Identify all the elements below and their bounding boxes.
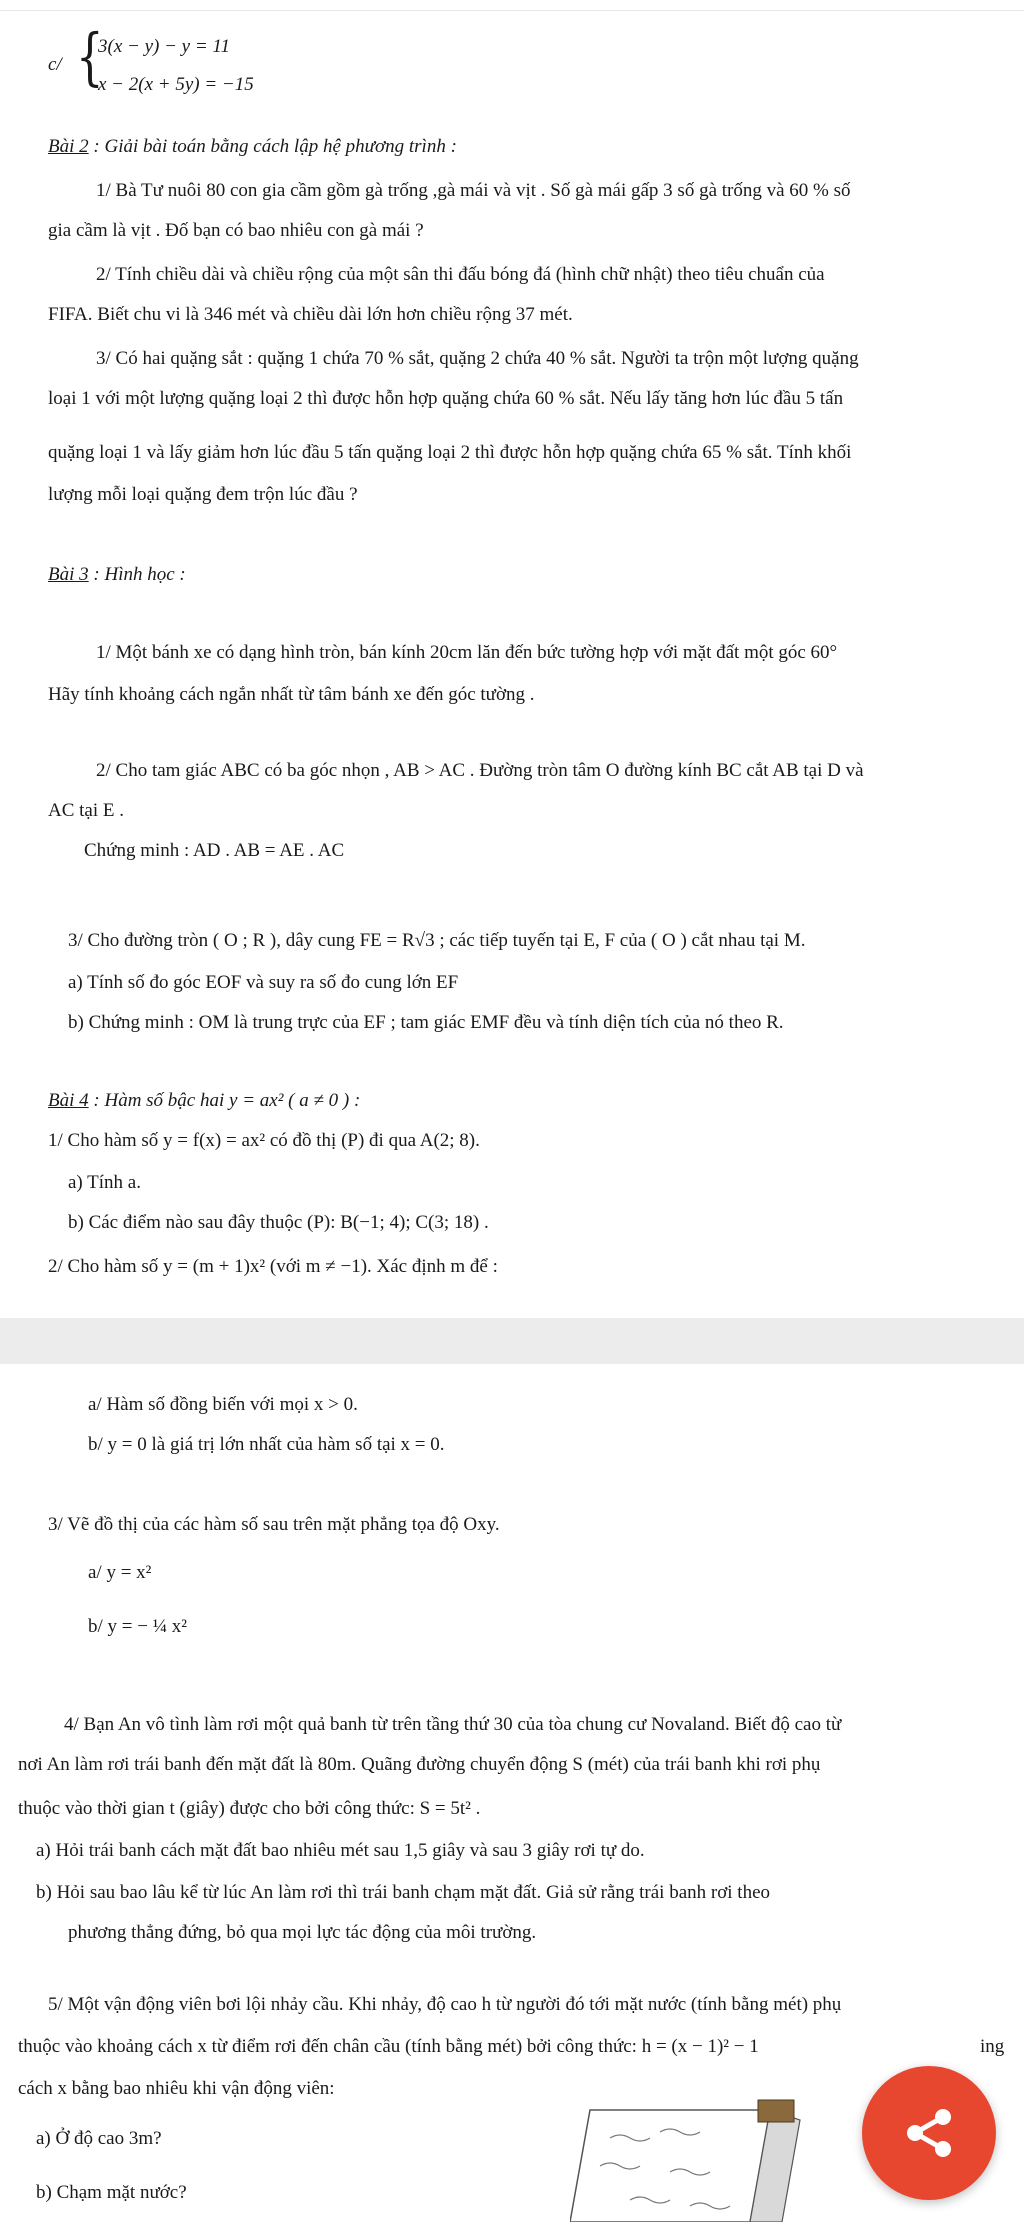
bai4-line: a) Tính a.	[68, 1172, 141, 1193]
bai4-line: phương thẳng đứng, bỏ qua mọi lực tác động của môi trường.	[68, 1922, 537, 1943]
diving-board-illustration	[570, 2080, 830, 2222]
bai3-line: a) Tính số đo góc EOF và suy ra số đo cung lớn EF	[68, 972, 459, 993]
bai3-line: AC tại E .	[48, 800, 124, 821]
bai2-line: 1/ Bà Tư nuôi 80 con gia cầm gồm gà trống ,gà mái và vịt . Số gà mái gấp 3 số gà trống và 60 % số	[96, 180, 851, 201]
bai3-line: 3/ Cho đường tròn ( O ; R ), dây cung FE = R√3 ; các tiếp tuyến tại E, F của ( O ) cắt nhau tại M.	[68, 930, 806, 951]
bai4-line: a) Ở độ cao 3m?	[36, 2128, 162, 2149]
bai4-title-prefix: Bài 4	[48, 1090, 89, 1111]
bai4-line: b/ y = − ¼ x²	[88, 1616, 187, 1637]
share-button[interactable]	[862, 2066, 996, 2200]
bai4-line: thuộc vào thời gian t (giây) được cho bởi công thức: S = 5t² .	[18, 1798, 481, 1819]
page-gap-band	[0, 1318, 1024, 1364]
bai4-line: a/ y = x²	[88, 1562, 152, 1583]
top-divider	[0, 10, 1024, 11]
bai2-line: loại 1 với một lượng quặng loại 2 thì được hỗn hợp quặng chứa 60 % sắt. Nếu lấy tăng hơn lúc đầu 5 tấn	[48, 388, 844, 409]
bai4-line: cách x bằng bao nhiêu khi vận động viên:	[18, 2078, 335, 2099]
bai4-line: 1/ Cho hàm số y = f(x) = ax² có đồ thị (P) đi qua A(2; 8).	[48, 1130, 480, 1151]
bai4-line: b/ y = 0 là giá trị lớn nhất của hàm số tại x = 0.	[88, 1434, 445, 1455]
system-equation-1: 3(x − y) − y = 11	[98, 36, 231, 57]
bai3-title-prefix: Bài 3	[48, 564, 89, 585]
bai4-line: b) Hỏi sau bao lâu kể từ lúc An làm rơi thì trái banh chạm mặt đất. Giả sử rằng trái banh rơi theo	[36, 1882, 770, 1903]
bai4-line: a) Hỏi trái banh cách mặt đất bao nhiêu mét sau 1,5 giây và sau 3 giây rơi tự do.	[36, 1840, 645, 1861]
bai4-line: b) Các điểm nào sau đây thuộc (P): B(−1; 4); C(3; 18) .	[68, 1212, 489, 1233]
bai2-line: gia cầm là vịt . Đố bạn có bao nhiêu con gà mái ?	[48, 220, 424, 241]
bai2-title-prefix: Bài 2	[48, 136, 89, 157]
bai4-line: 2/ Cho hàm số y = (m + 1)x² (với m ≠ −1). Xác định m để :	[48, 1256, 498, 1277]
bai3-line: 2/ Cho tam giác ABC có ba góc nhọn , AB > AC . Đường tròn tâm O đường kính BC cắt AB tại D và	[96, 760, 864, 781]
bai3-line: Chứng minh : AD . AB = AE . AC	[84, 840, 345, 861]
bai3-line: b) Chứng minh : OM là trung trực của EF ; tam giác EMF đều và tính diện tích của nó theo R.	[68, 1012, 784, 1033]
bai4-line: 5/ Một vận động viên bơi lội nhảy cầu. Khi nhảy, độ cao h từ người đó tới mặt nước (tính bằng mét) phụ	[48, 1994, 842, 2015]
bai4-line: thuộc vào khoảng cách x từ điểm rơi đến chân cầu (tính bằng mét) bởi công thức: h = (x − 1)² − 1	[18, 2036, 759, 2057]
bai2-line: FIFA. Biết chu vi là 346 mét và chiều dài lớn hơn chiều rộng 37 mét.	[48, 304, 573, 325]
bai4-line: b) Chạm mặt nước?	[36, 2182, 187, 2203]
bai2-line: 3/ Có hai quặng sắt : quặng 1 chứa 70 % sắt, quặng 2 chứa 40 % sắt. Người ta trộn một lượng quặng	[96, 348, 859, 369]
bai3-heading	[48, 562, 186, 588]
system-equation-2: x − 2(x + 5y) = −15	[98, 74, 254, 95]
bai4-line: a/ Hàm số đồng biến với mọi x > 0.	[88, 1394, 358, 1415]
bai2-line: quặng loại 1 và lấy giảm hơn lúc đầu 5 tấn quặng loại 2 thì được hỗn hợp quặng chứa 65 % sắt. Tính khối	[48, 442, 852, 463]
bai4-line: 3/ Vẽ đồ thị của các hàm số sau trên mặt phẳng tọa độ Oxy.	[48, 1514, 500, 1535]
bai3-title-rest: : Hình học :	[88, 564, 186, 585]
bai3-line: 1/ Một bánh xe có dạng hình tròn, bán kính 20cm lăn đến bức tường hợp với mặt đất một góc 60°	[96, 642, 838, 663]
bai2-line: 2/ Tính chiều dài và chiều rộng của một sân thi đấu bóng đá (hình chữ nhật) theo tiêu chuẩn của	[96, 264, 825, 285]
bai4-title-rest: : Hàm số bậc hai y = ax² ( a ≠ 0 ) :	[88, 1090, 361, 1111]
bai3-line: Hãy tính khoảng cách ngắn nhất từ tâm bánh xe đến góc tường .	[48, 684, 535, 705]
bai4-heading	[48, 1088, 360, 1114]
system-brace: {	[76, 20, 104, 93]
system-label: c/	[48, 54, 62, 75]
share-icon	[899, 2103, 959, 2163]
bai2-title-rest: : Giải bài toán bằng cách lập hệ phương trình :	[88, 136, 457, 157]
bai4-tail-ing: ing	[980, 2036, 1005, 2057]
bai2-heading	[48, 134, 457, 160]
bai4-line: nơi An làm rơi trái banh đến mặt đất là 80m. Quãng đường chuyển động S (mét) của trái banh khi rơi phụ	[18, 1754, 821, 1775]
bai4-line: 4/ Bạn An vô tình làm rơi một quả banh từ trên tầng thứ 30 của tòa chung cư Novaland. Biết độ cao từ	[64, 1714, 842, 1735]
bai2-line: lượng mỗi loại quặng đem trộn lúc đầu ?	[48, 484, 358, 505]
